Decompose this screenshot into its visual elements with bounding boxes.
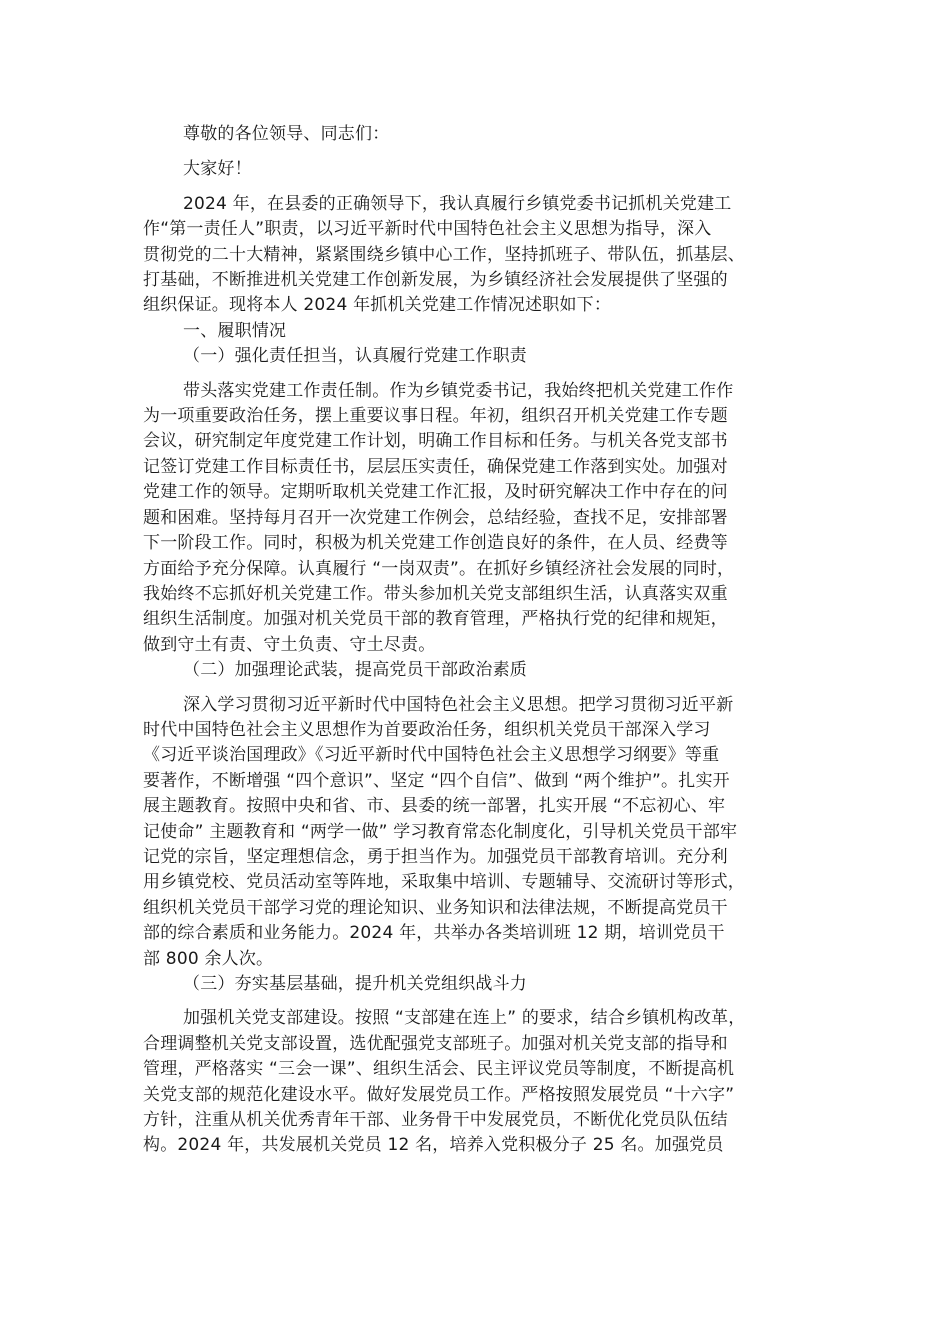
document-page xyxy=(143,122,805,1159)
salutation: 尊敬的各位领导、同志们： xyxy=(183,124,390,144)
subsection-heading-2: （二）加强理论武装，提高党员干部政治素质 xyxy=(183,660,527,681)
greeting: 大家好！ xyxy=(183,159,252,180)
intro-paragraph: 2024 年，在县委的正确领导下，我认真履行乡镇党委书记抓机关党建工 作“第一责任人”职责，以习近平新时代中国特色社会主义思想为指导，深入 贯彻党的二十大精神，紧紧围绕乡镇中心工作，坚持抓班子、带队伍，抓基层、 打基础，不断推进机关党建工作创新发展，为乡镇经济社会发展提供了坚强的 组织保证。现将本人 2024 年抓机关党建工作情况述职如下： xyxy=(143,193,745,316)
section-heading-1: 一、履职情况 xyxy=(183,320,287,341)
subsection-heading-1: （一）强化责任担当，认真履行党建工作职责 xyxy=(183,346,527,367)
subsection-heading-3: （三）夯实基层基础，提升机关党组织战斗力 xyxy=(183,974,527,994)
subsection-body-1: 带头落实党建工作责任制。作为乡镇党委书记，我始终把机关党建工作作 为一项重要政治任务，摆上重要议事日程。年初，组织召开机关党建工作专题 会议，研究制定年度党建工作计划，明确工作目标和任务。与机关各党支部书 记签订党建工作目标责任书，层层压实责任，确保党建工作落到实处。加强对 党建工作的领导。定期听取机关党建工作汇报，及时研究解决工作中存在的问 题和困难。坚持每月召开一次党建工作例会，总结经验，查找不足，安排部署 下一阶段工作。同时，积极为机关党建工作创造良好的条件，在人员、经费等 方面给予充分保障。认真履行 “一岗双责”。在抓好乡镇经济社会发展的同时， 我始终不忘抓好机关党建工作。带头参加机关党支部组织生活，认真落实双重 组织生活制度。加强对机关党员干部的教育管理，严格执行党的纪律和规矩， 做到守土有责、守土负责、守土尽责。 xyxy=(143,380,735,655)
subsection-body-2: 深入学习贯彻习近平新时代中国特色社会主义思想。把学习贯彻习近平新 时代中国特色社会主义思想作为首要政治任务，组织机关党员干部深入学习 《习近平谈治国理政》《习近平新时代中国特色社会主义思想学习纲要》等重 要著作，不断增强 “四个意识”、坚定 “四个自信”、做到 “两个维护”。扎实开 展主题教育。按照中央和省、市、县委的统一部署，扎实开展 “不忘初心、牢 记使命” 主题教育和 “两学一做” 学习教育常态化制度化，引导机关党员干部牢 记党的宗旨，坚定理想信念，勇于担当作为。加强党员干部教育培训。充分利 用乡镇党校、党员活动室等阵地，采取集中培训、专题辅导、交流研讨等形式， 组织机关党员干部学习党的理论知识、业务知识和法律法规，不断提高党员干 部的综合素质和业务能力。2024 年，共举办各类培训班 12 期，培训党员干 部 800 余人次。 xyxy=(143,694,745,969)
subsection-body-3: 加强机关党支部建设。按照 “支部建在连上” 的要求，结合乡镇机构改革， 合理调整机关党支部设置，选优配强党支部班子。加强对机关党支部的指导和 管理，严格落实 “三会一课”、组织生活会、民主评议党员等制度，不断提高机 关党支部的规范化建设水平。做好发展党员工作。严格按照发展党员 “十六字” 方针，注重从机关优秀青年干部、业务骨干中发展党员，不断优化党员队伍结 构。2024 年，共发展机关党员 12 名，培养入党积极分子 25 名。加强党员 xyxy=(143,1008,746,1156)
